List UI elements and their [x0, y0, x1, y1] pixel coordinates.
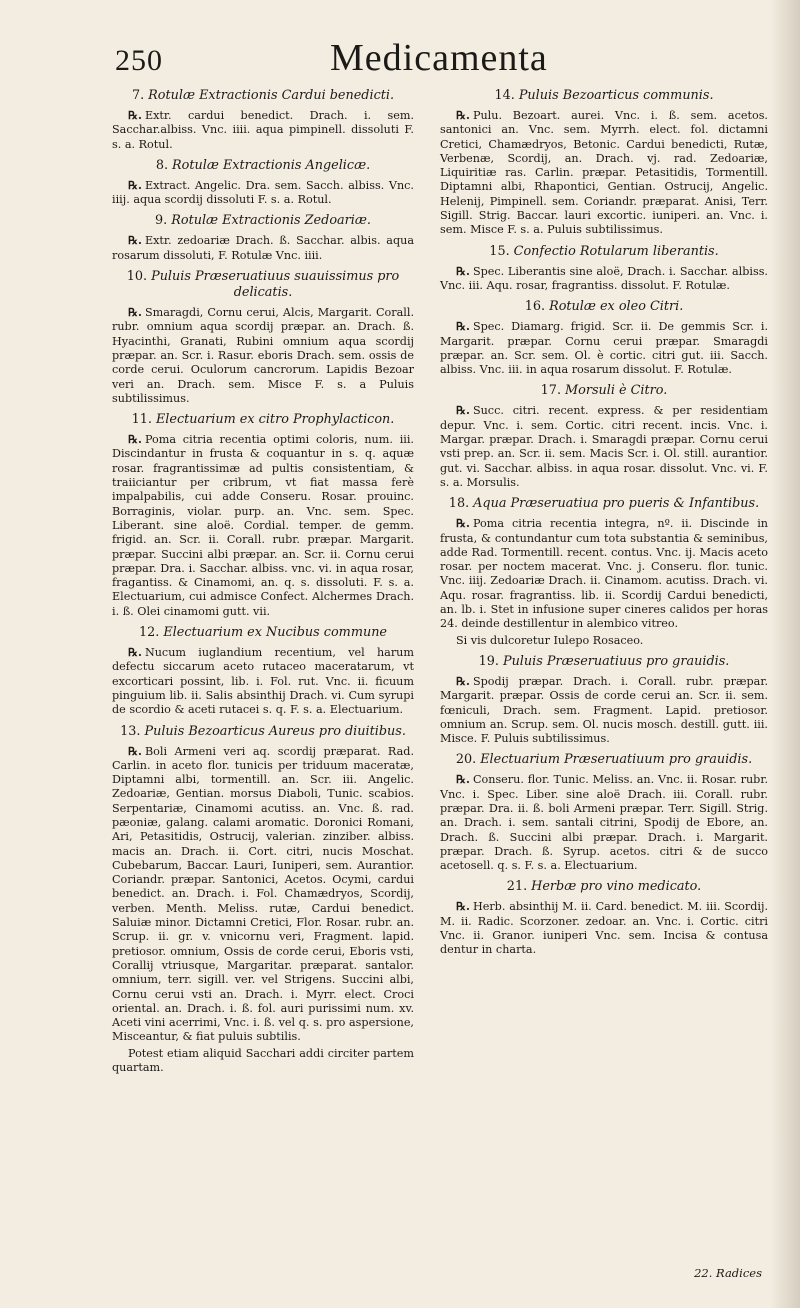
recipe-body-text: Spec. Liberantis sine aloë, Drach. i. Sacchar. albiss. Vnc. iii. Aqu. rosar, fragrantiss. dissolut. F. Rotulæ. — [440, 264, 768, 292]
recipe-title — [112, 88, 414, 104]
recipe-title-text: Puluis Bezoarticus Aureus pro diuitibus. — [144, 723, 406, 739]
recipe-title-text: Electuarium ex citro Prophylacticon. — [155, 412, 395, 428]
recipe-number: 21. — [506, 879, 528, 895]
recipe-title-text: Electuarium Præseruatiuum pro grauidis. — [480, 752, 753, 768]
page-edge-shadow — [770, 0, 800, 1308]
recipe-symbol-icon: ℞. — [128, 177, 142, 192]
recipe-number: 20. — [455, 752, 477, 768]
recipe-body-text: Extr. zedoariæ Drach. ß. Sacchar. albis. aqua rosarum dissoluti, F. Rotulæ Vnc. iiii. — [112, 234, 414, 262]
recipe-entry — [112, 269, 414, 406]
recipe-title-text: Rotulæ Extractionis Zedoariæ. — [171, 213, 371, 229]
recipe-title-text: Puluis Præseruatiuus suauissimus pro delicatis. — [151, 269, 400, 301]
recipe-body-text: Succ. citri. recent. express. & per residentiam depur. Vnc. i. sem. Cortic. citri recent. incis. Vnc. i. Margar. præpar. Drach. i. Smaragdi præpar. Cornu cerui vsti prep. an. Scr. ii. sem. Macis Scr. i. Ol. still. aurantior. gut. vi. Sacchar. albiss. in aqua rosar. dissolut. Vnc. vi. F. s. a. Morsulis. — [440, 404, 768, 489]
recipe-entry — [440, 654, 768, 746]
recipe-title-text: Puluis Præseruatiuus pro grauidis. — [502, 653, 730, 669]
recipe-body — [112, 645, 414, 717]
recipe-entry — [112, 158, 414, 208]
recipe-title-text: Electuarium ex Nucibus commune — [163, 625, 388, 641]
recipe-title — [112, 269, 414, 301]
recipe-title-text: Aqua Præseruatiua pro pueris & Infantibus. — [473, 496, 760, 512]
recipe-body — [112, 108, 414, 152]
recipe-title — [112, 412, 414, 428]
recipe-entry — [440, 879, 768, 957]
recipe-symbol-icon: ℞. — [128, 645, 142, 660]
recipe-title — [440, 299, 768, 315]
recipe-body — [440, 319, 768, 377]
recipe-symbol-icon: ℞. — [456, 108, 470, 122]
recipe-entry — [112, 213, 414, 263]
recipe-symbol-icon: ℞. — [456, 899, 470, 914]
recipe-symbol-icon: ℞. — [128, 305, 142, 320]
recipe-body — [440, 772, 768, 873]
recipe-number: 11. — [131, 412, 152, 428]
right-column — [440, 84, 768, 964]
recipe-number: 8. — [155, 157, 169, 173]
recipe-entry — [112, 88, 414, 152]
recipe-body-text: Boli Armeni veri aq. scordij præparat. Rad. Carlin. in aceto flor. tunicis per triduum maceratæ, Diptamni albi, tormentill. an. Scr. iii. Angelic. Zedoariæ, Gentian. morsus Diaboli, Tunic. scabios. Serpentariæ, Cinamomi acutiss. an. Vnc. ß. rad. pæoniæ, galang. calami aromatic. Doronici Romani, Ari, Petasitidis, Ostrucij, valerian. zinziber. albiss. macis an. Drach. ii. Cort. citri, nucis Moschat. Cubebarum, Baccar. Lauri, Iuniperi, sem. Aurantior. Coriandr. præpar. Santonici, Acetos. Ocymi, cardui benedict. an. Drach. i. Fol. Chamædryos, Scordij, verben. Menth. Meliss. rutæ, Cardui benedict. Saluiæ minor. Dictamni Cretici, Flor. Rosar. rubr. an. Scrup. ii. gr. v. vnicornu veri, Fragment. lapid. pretiosor. omnium, Ossis de corde cerui, Eboris vsti, Corallij vtriusque, Margaritar. præparat. santalor. omnium, terr. sigill. ver. vel Strigens. Succini albi, Cornu cerui vsti an. Drach. i. Myrr. elect. Croci oriental. an. Drach. i. ß. fol. auri purissimi num. xv. Aceti vini acerrimi, Vnc. i. ß. vel q. s. pro aspersione, Misceantur, & fiat puluis subtilis. — [112, 744, 414, 1044]
recipe-body-text: Extract. Angelic. Dra. sem. Sacch. albiss. Vnc. iiij. aqua scordij dissoluti F. s. a. Rotul. — [112, 178, 414, 207]
recipe-entry — [440, 496, 768, 648]
recipe-number: 16. — [524, 299, 546, 315]
recipe-entry — [440, 244, 768, 294]
recipe-body — [440, 403, 768, 490]
recipe-entry — [440, 383, 768, 490]
recipe-title-text: Herbæ pro vino medicato. — [531, 879, 702, 895]
recipe-title — [112, 158, 414, 174]
running-title: Medicamenta — [330, 37, 548, 79]
recipe-title-text: Rotulæ Extractionis Cardui benedicti. — [148, 88, 395, 103]
recipe-title — [112, 625, 414, 641]
recipe-body-text: Smaragdi, Cornu cerui, Alcis, Margarit. Corall. rubr. omnium aqua scordij præpar. an. Drach. ß. Hyacinthi, Granati, Rubini omnium aqua scordij præpar. an. Scr. i. Rasur. eboris Drach. sem. ossis de corde cerui. Oculorum cancrorum. Lapidis Bezoar veri an. Drach. sem. Misce F. s. a Puluis subtilissimus. — [112, 306, 414, 405]
recipe-title-text: Morsuli è Citro. — [565, 383, 668, 399]
recipe-symbol-icon: ℞. — [456, 772, 470, 787]
recipe-symbol-icon: ℞. — [128, 432, 142, 447]
recipe-body-text: Herb. absinthij M. ii. Card. benedict. M. iii. Scordij. M. ii. Radic. Scorzoner. zedoar. an. Vnc. i. Cortic. citri Vnc. ii. Granor. iuniperi Vnc. sem. Incisa & contusa dentur in charta. — [440, 900, 768, 957]
recipe-number: 12. — [138, 625, 160, 641]
page-number: 250 — [115, 44, 163, 77]
recipe-title — [440, 752, 768, 768]
recipe-entry — [112, 724, 414, 1076]
recipe-symbol-icon: ℞. — [128, 743, 142, 758]
recipe-number: 7. — [131, 88, 145, 103]
recipe-body — [112, 178, 414, 208]
recipe-entry — [440, 88, 768, 238]
recipe-title-text: Rotulæ ex oleo Citri. — [549, 299, 684, 315]
recipe-body-text: Nucum iuglandium recentium, vel harum defectu siccarum aceto rutaceo maceratarum, vt excorticari possint, lib. i. Fol. rut. Vnc. ii. ficuum pinguium lib. ii. Salis absinthij Drach. vi. Cum syrupi de scordio & aceti rutacei s. q. F. s. a. Electuarium. — [112, 646, 414, 717]
catchword: 22. Radices — [694, 1266, 762, 1280]
recipe-note: Potest etiam aliquid Sacchari addi circiter partem quartam. — [112, 1046, 414, 1075]
recipe-title-text: Puluis Bezoarticus communis. — [518, 88, 714, 103]
recipe-title — [440, 654, 768, 670]
recipe-body — [112, 305, 414, 406]
recipe-body — [440, 674, 768, 746]
recipe-number: 14. — [494, 88, 515, 103]
recipe-body-text: Poma citria recentia integra, nº. ii. Discinde in frusta, & contundantur cum tota substantia & seminibus, adde Rad. Tormentill. recent. contus. Vnc. ij. Macis aceto rosar. per noctem macerat. Vnc. j. Conseru. flor. tunic. Vnc. iiij. Zedoariæ Drach. ii. Cinamom. acutiss. Drach. vi. Aqu. rosar. fragrantiss. lib. ii. Scordij Cardui benedicti, an. lb. i. Stet in infusione super cineres calidos per horas 24. deinde destillentur in alembico vitreo. — [440, 517, 768, 631]
recipe-body — [112, 432, 414, 619]
recipe-body-text: Poma citria recentia optimi coloris, num. iii. Discindantur in frusta & coquantur in s. q. aquæ rosar. fragrantissimæ ad pultis consistentiam, & traiiciantur per cribrum, vt fiat massa ferè impalpabilis, cui adde Conseru. Rosar. prouinc. Borraginis, violar. purp. an. Vnc. sem. Spec. Liberant. sine aloë. Cordial. temper. de gemm. frigid. an. Scr. ii. Corall. rubr. præpar. Margarit. præpar. Succini albi præpar. an. Scr. ii. Cornu cerui præpar. Dra. i. Sacchar. albiss. vnc. vi. in aqua rosar, fragantiss. & Cinamomi, an. q. s. dissoluti. F. s. a. Electuarium, cui admisce Confect. Alchermes Drach. i. ß. Olei cinamomi gutt. vii. — [112, 433, 414, 618]
recipe-title-text: Confectio Rotularum liberantis. — [513, 243, 719, 259]
left-column — [112, 84, 414, 1081]
recipe-symbol-icon: ℞. — [456, 516, 470, 531]
recipe-body — [112, 744, 414, 1045]
recipe-title — [112, 724, 414, 740]
recipe-number: 15. — [489, 243, 510, 259]
recipe-symbol-icon: ℞. — [456, 673, 470, 688]
recipe-title — [440, 383, 768, 399]
recipe-body-text: Extr. cardui benedict. Drach. i. sem. Sacchar.albiss. Vnc. iiii. aqua pimpinell. dissoluti F. s. a. Rotul. — [112, 109, 414, 151]
recipe-body — [112, 233, 414, 263]
recipe-body — [440, 264, 768, 294]
recipe-number: 18. — [448, 496, 470, 512]
recipe-title — [440, 244, 768, 260]
recipe-note: Si vis dulcoretur Iulepo Rosaceo. — [456, 633, 644, 647]
recipe-number: 9. — [155, 213, 168, 229]
recipe-number: 17. — [540, 383, 562, 399]
recipe-entry — [440, 752, 768, 873]
recipe-symbol-icon: ℞. — [456, 319, 470, 334]
recipe-title — [440, 88, 768, 104]
recipe-entry — [112, 625, 414, 717]
recipe-body — [440, 899, 768, 957]
recipe-body-text: Conseru. flor. Tunic. Meliss. an. Vnc. ii. Rosar. rubr. Vnc. i. Spec. Liber. sine aloë Drach. iii. Corall. rubr. præpar. Dra. ii. ß. boli Armeni præpar. Terr. Sigill. Strig. an. Drach. i. sem. santali citrini, Spodij de Ebore, an. Drach. ß. Succini albi præpar. Drach. i. Margarit. præpar. Drach. ß. Syrup. acetos. citri & de succo acetosell. q. s. F. s. a. Electuarium. — [440, 773, 768, 873]
recipe-body-text: Spodij præpar. Drach. i. Corall. rubr. præpar. Margarit. præpar. Ossis de corde cerui an. Scr. ii. sem. fœniculi, Drach. sem. Fragment. Lapid. pretiosor. omnium an. Scrup. sem. Ol. nucis mosch. destill. gutt. iii. Misce. F. Puluis subtilissimus. — [440, 674, 768, 746]
recipe-title-text: Rotulæ Extractionis Angelicæ. — [172, 157, 371, 173]
recipe-title — [112, 213, 414, 229]
recipe-number: 10. — [126, 269, 148, 285]
recipe-body-text: Pulu. Bezoart. aurei. Vnc. i. ß. sem. acetos. santonici an. Vnc. sem. Myrrh. elect. fol. dictamni Cretici, Chamædryos, Betonic. Cardui benedicti, Rutæ, Verbenæ, Scordij, an. Drach. vj. rad. Zedoariæ, Liquiritiæ ras. Carlin. præpar. Petasitidis, Tormentill. Diptamni albi, Rhapontici, Gentian. Ostrucij, Angelic. Helenij, Pimpinell. sem. Coriandr. præparat. Anisi, Terr. Sigill. Strig. Baccar. lauri excortic. iuniperi. an. Vnc. i. sem. Misce F. s. a. Puluis subtilissimus. — [440, 109, 768, 237]
recipe-body-text: Spec. Diamarg. frigid. Scr. ii. De gemmis Scr. i. Margarit. præpar. Cornu cerui præpar. Smaragdi præpar. an. Scr. sem. Ol. è cortic. citri gut. iii. Sacch. albiss. Vnc. iii. in aqua rosarum dissolut. F. Rotulæ. — [440, 320, 768, 377]
recipe-title — [440, 879, 768, 895]
recipe-body — [440, 108, 768, 238]
recipe-number: 13. — [120, 723, 141, 739]
recipe-symbol-icon: ℞. — [456, 263, 470, 278]
recipe-title — [440, 496, 768, 512]
recipe-symbol-icon: ℞. — [128, 233, 142, 248]
recipe-body — [440, 516, 768, 631]
recipe-entry — [440, 299, 768, 377]
recipe-entry — [112, 412, 414, 619]
recipe-number: 19. — [478, 653, 499, 669]
recipe-symbol-icon: ℞. — [456, 403, 470, 418]
recipe-symbol-icon: ℞. — [128, 108, 142, 122]
